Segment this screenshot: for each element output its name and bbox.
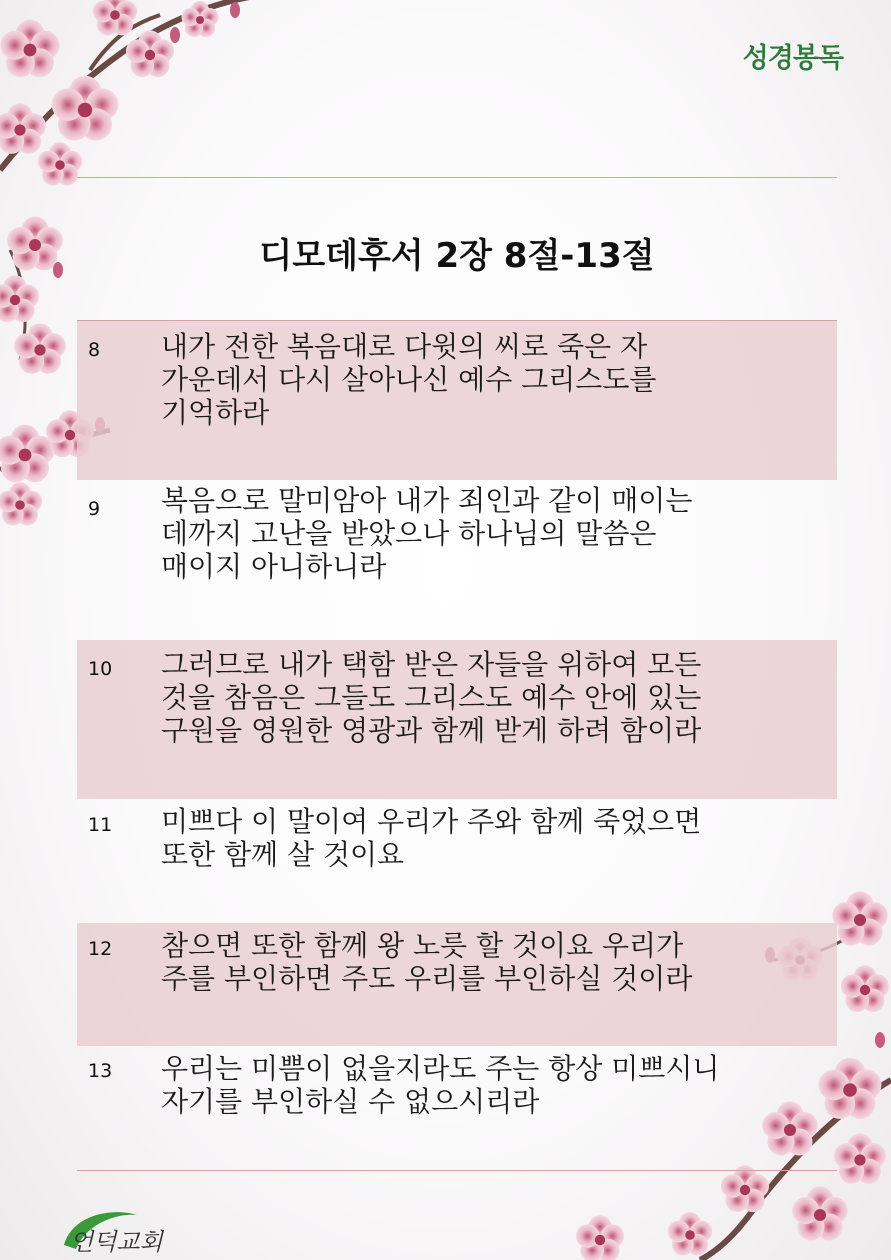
page-title: 디모데후서 2장 8절-13절 [259, 236, 655, 276]
church-name: 언덕교회 [70, 1228, 163, 1256]
verse-line: 가운데서 다시 살아나신 예수 그리스도를 [161, 363, 657, 396]
verse-row [77, 923, 837, 1046]
verse-line: 것을 참음은 그들도 그리스도 예수 안에 있는 [161, 681, 702, 714]
verse-number: 11 [88, 814, 113, 836]
section-label: 성경봉독 [742, 43, 843, 74]
verse-text [161, 330, 841, 429]
verse-text [161, 1052, 841, 1118]
verse-line: 그러므로 내가 택함 받은 자들을 위하여 모든 [161, 648, 702, 681]
verse-line: 참으면 또한 함께 왕 노릇 할 것이요 우리가 [161, 929, 684, 962]
top-divider [77, 177, 837, 178]
verse-line: 기억하라 [161, 396, 270, 429]
verse-text [161, 648, 841, 747]
verse-row [77, 480, 837, 640]
verse-line: 자기를 부인하실 수 없으시리라 [161, 1085, 540, 1118]
verse-number: 8 [88, 339, 101, 361]
verse-line: 복음으로 말미암아 내가 죄인과 같이 매이는 [161, 484, 693, 517]
verse-row [77, 640, 837, 799]
verse-number: 12 [88, 938, 113, 960]
verse-line: 우리는 미쁨이 없을지라도 주는 항상 미쁘시니 [161, 1052, 720, 1085]
verse-number: 10 [88, 658, 113, 680]
verse-number: 9 [88, 498, 101, 520]
verse-line: 미쁘다 이 말이여 우리가 주와 함께 죽었으면 [161, 805, 702, 838]
verse-row [77, 1046, 837, 1170]
verse-row [77, 799, 837, 923]
verse-line: 매이지 아니하니라 [161, 550, 387, 583]
verse-line: 구원을 영원한 영광과 함께 받게 하려 함이라 [161, 714, 702, 747]
bottom-divider [77, 1170, 837, 1171]
verse-line: 주를 부인하면 주도 우리를 부인하실 것이라 [161, 962, 693, 995]
verse-text [161, 805, 841, 871]
verse-row [77, 321, 837, 480]
verse-line: 또한 함께 살 것이요 [161, 838, 405, 871]
verse-line: 데까지 고난을 받았으나 하나님의 말씀은 [161, 517, 657, 550]
verse-number: 13 [88, 1060, 113, 1082]
verse-line: 내가 전한 복음대로 다윗의 씨로 죽은 자 [161, 330, 648, 363]
verse-text [161, 484, 841, 583]
verse-text [161, 929, 841, 995]
